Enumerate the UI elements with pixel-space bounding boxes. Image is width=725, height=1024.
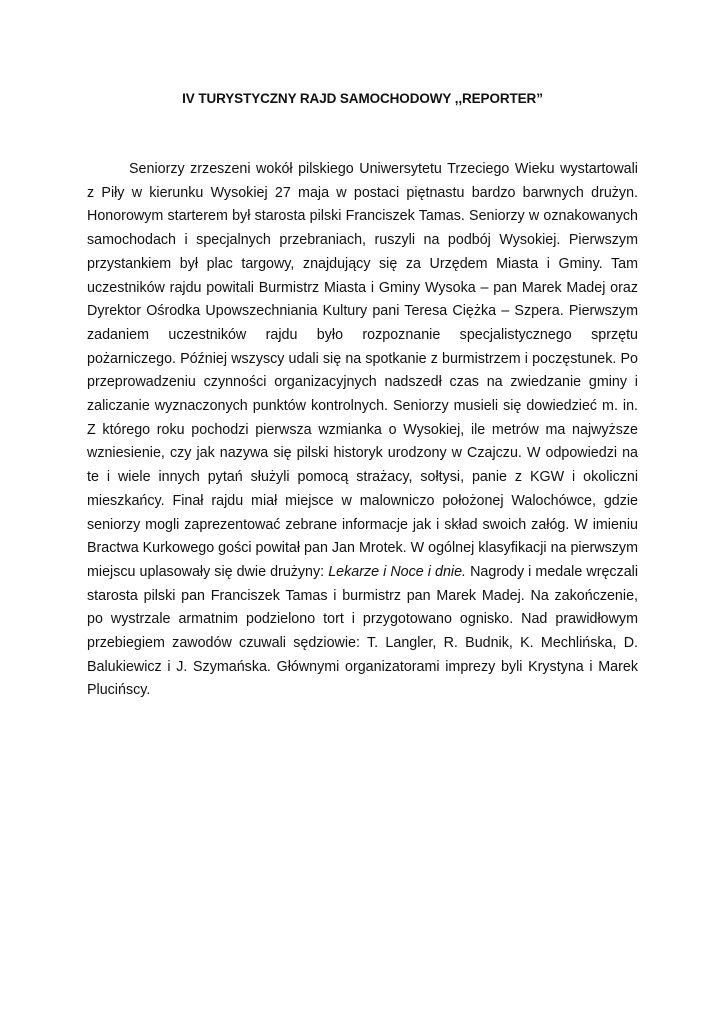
team-names-italic: Lekarze i Noce i dnie.: [328, 563, 467, 580]
article-paragraph: [87, 158, 638, 703]
paragraph-text-part2: Nagrody i medale wręczali starosta pilski pan Franciszek Tamas i burmistrz pan Marek Madej. Na zakończenie, po wystrzale armatnim podzielono tort i przygotowano ognisko. Nad prawidłowym przebiegiem zawodów czuwali sędziowie: T. Langler, R. Budnik, K. Mechlińska, D. Balukiewicz i J. Szymańska. Głównymi organizatorami imprezy byli Krystyna i Marek Plucińscy.: [87, 563, 639, 699]
document-title: IV TURYSTYCZNY RAJD SAMOCHODOWY ,,REPORTER”: [182, 91, 543, 106]
paragraph-text-part1: Seniorzy zrzeszeni wokół pilskiego Uniwersytetu Trzeciego Wieku wystartowali z Piły w kierunku Wysokiej 27 maja w postaci piętnastu bardzo barwnych drużyn. Honorowym starterem był starosta pilski Franciszek Tamas. Seniorzy w oznakowanych samochodach i specjalnych przebraniach, ruszyli na podbój Wysokiej. Pierwszym przystankiem był plac targowy, znajdujący się za Urzędem Miasta i Gminy. Tam uczestników rajdu powitali Burmistrz Miasta i Gminy Wysoka – pan Marek Madej oraz Dyrektor Ośrodka Upowszechniania Kultury pani Teresa Ciężka – Szpera. Pierwszym zadaniem uczestników rajdu było rozpoznanie specjalistycznego sprzętu pożarniczego. Później wszyscy udali się na spotkanie z burmistrzem i poczęstunek. Po przeprowadzeniu czynności organizacyjnych nadszedł czas na zwiedzanie gminy i zaliczanie wyznaczonych punktów kontrolnych. Seniorzy musieli się dowiedzieć m. in. Z którego roku pochodzi pierwsza wzmianka o Wysokiej, ile metrów ma najwyższe wzniesienie, czy jak nazywa się pilski historyk urodzony w Czajczu. W odpowiedzi na te i wiele innych pytań służyli pomocą strażacy, sołtysi, panie z KGW i okoliczni mieszkańcy. Finał rajdu miał miejsce w malowniczo położonej Walochówce, gdzie seniorzy mogli zaprezentować zebrane informacje jak i skład swoich załóg. W imieniu Bractwa Kurkowego gości powitał pan Jan Mrotek. W ogólnej klasyfikacji na pierwszym miejscu uplasowały się dwie drużyny:: [87, 161, 638, 580]
